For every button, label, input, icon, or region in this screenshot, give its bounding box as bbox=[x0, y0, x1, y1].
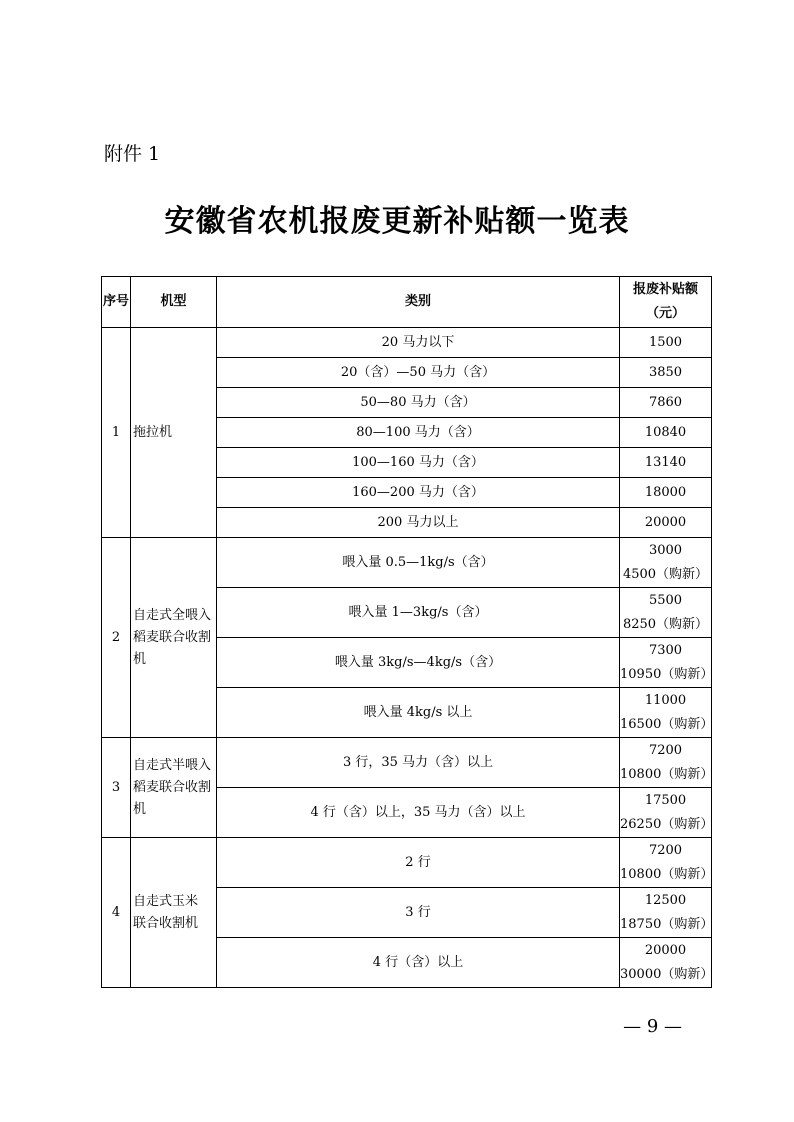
table-row bbox=[102, 328, 712, 358]
group-model-line: 联合收割机 bbox=[133, 915, 199, 931]
amount-cell bbox=[620, 638, 712, 688]
amount-new-value: 10950（购新） bbox=[620, 666, 714, 682]
amount-cell: 20000 bbox=[620, 508, 712, 538]
amount-new-value: 4500（购新） bbox=[622, 566, 709, 582]
group-seq: 1 bbox=[102, 328, 131, 538]
table-row bbox=[102, 738, 712, 788]
amount-cell bbox=[620, 738, 712, 788]
header-category: 类别 bbox=[217, 277, 620, 328]
group-model-line: 机 bbox=[133, 651, 147, 667]
amount-new-value: 8250（购新） bbox=[622, 616, 709, 632]
category-cell: 100—160 马力（含） bbox=[217, 448, 620, 478]
category-cell: 3 行 bbox=[217, 888, 620, 938]
page-number bbox=[0, 1016, 794, 1037]
amount-value: 11000 bbox=[644, 692, 687, 708]
amount-new-value: 10800（购新） bbox=[620, 866, 714, 882]
category-cell: 4 行（含）以上，35 马力（含）以上 bbox=[217, 788, 620, 838]
group-seq: 4 bbox=[102, 838, 131, 988]
group-model bbox=[131, 838, 217, 988]
attachment-label: 附件 1 bbox=[104, 143, 161, 165]
amount-cell bbox=[620, 938, 712, 988]
group-seq: 3 bbox=[102, 738, 131, 838]
amount-value: 7300 bbox=[648, 642, 683, 658]
amount-cell: 1500 bbox=[620, 328, 712, 358]
table-header-row bbox=[102, 277, 712, 328]
amount-new-value: 18750（购新） bbox=[620, 916, 714, 932]
category-cell: 喂入量 3kg/s—4kg/s（含） bbox=[217, 638, 620, 688]
page-number-text: — 9 — bbox=[623, 1016, 682, 1037]
group-model-line: 机 bbox=[133, 801, 147, 817]
group-model bbox=[131, 538, 217, 738]
amount-cell bbox=[620, 788, 712, 838]
group-model-line: 自走式半喂入 bbox=[133, 757, 212, 773]
header-amount bbox=[620, 277, 712, 328]
group-model-line: 稻麦联合收割 bbox=[133, 629, 212, 645]
amount-value: 7200 bbox=[648, 742, 683, 758]
amount-cell: 7860 bbox=[620, 388, 712, 418]
group-model: 拖拉机 bbox=[131, 328, 217, 538]
amount-cell: 13140 bbox=[620, 448, 712, 478]
amount-cell bbox=[620, 538, 712, 588]
amount-new-value: 26250（购新） bbox=[620, 816, 714, 832]
amount-cell bbox=[620, 588, 712, 638]
amount-cell bbox=[620, 688, 712, 738]
category-cell: 160—200 马力（含） bbox=[217, 478, 620, 508]
table-row bbox=[102, 538, 712, 588]
group-model-line: 自走式玉米 bbox=[133, 893, 199, 909]
category-cell: 20（含）—50 马力（含） bbox=[217, 358, 620, 388]
category-cell: 喂入量 1—3kg/s（含） bbox=[217, 588, 620, 638]
header-model: 机型 bbox=[131, 277, 217, 328]
amount-cell: 3850 bbox=[620, 358, 712, 388]
amount-value: 12500 bbox=[644, 892, 687, 908]
amount-new-value: 30000（购新） bbox=[620, 966, 714, 982]
amount-cell: 10840 bbox=[620, 418, 712, 448]
header-seq: 序号 bbox=[102, 277, 131, 328]
amount-new-value: 16500（购新） bbox=[620, 716, 714, 732]
category-cell: 3 行，35 马力（含）以上 bbox=[217, 738, 620, 788]
subsidy-table bbox=[101, 276, 712, 988]
header-amount-line1: 报废补贴额 bbox=[632, 282, 698, 297]
group-model-line: 稻麦联合收割 bbox=[133, 779, 212, 795]
header-amount-line2: （元） bbox=[645, 306, 685, 321]
category-cell: 4 行（含）以上 bbox=[217, 938, 620, 988]
category-cell: 2 行 bbox=[217, 838, 620, 888]
category-cell: 20 马力以下 bbox=[217, 328, 620, 358]
amount-cell bbox=[620, 888, 712, 938]
amount-value: 3000 bbox=[648, 542, 683, 558]
group-model bbox=[131, 738, 217, 838]
category-cell: 喂入量 4kg/s 以上 bbox=[217, 688, 620, 738]
category-cell: 50—80 马力（含） bbox=[217, 388, 620, 418]
category-cell: 喂入量 0.5—1kg/s（含） bbox=[217, 538, 620, 588]
table-row bbox=[102, 838, 712, 888]
amount-cell bbox=[620, 838, 712, 888]
group-model-line: 自走式全喂入 bbox=[133, 607, 212, 623]
document-title: 安徽省农机报废更新补贴额一览表 bbox=[164, 204, 630, 239]
amount-value: 7200 bbox=[648, 842, 683, 858]
amount-new-value: 10800（购新） bbox=[620, 766, 714, 782]
category-cell: 80—100 马力（含） bbox=[217, 418, 620, 448]
group-seq: 2 bbox=[102, 538, 131, 738]
amount-value: 17500 bbox=[644, 792, 687, 808]
category-cell: 200 马力以上 bbox=[217, 508, 620, 538]
amount-value: 5500 bbox=[648, 592, 683, 608]
amount-cell: 18000 bbox=[620, 478, 712, 508]
amount-value: 20000 bbox=[644, 942, 687, 958]
